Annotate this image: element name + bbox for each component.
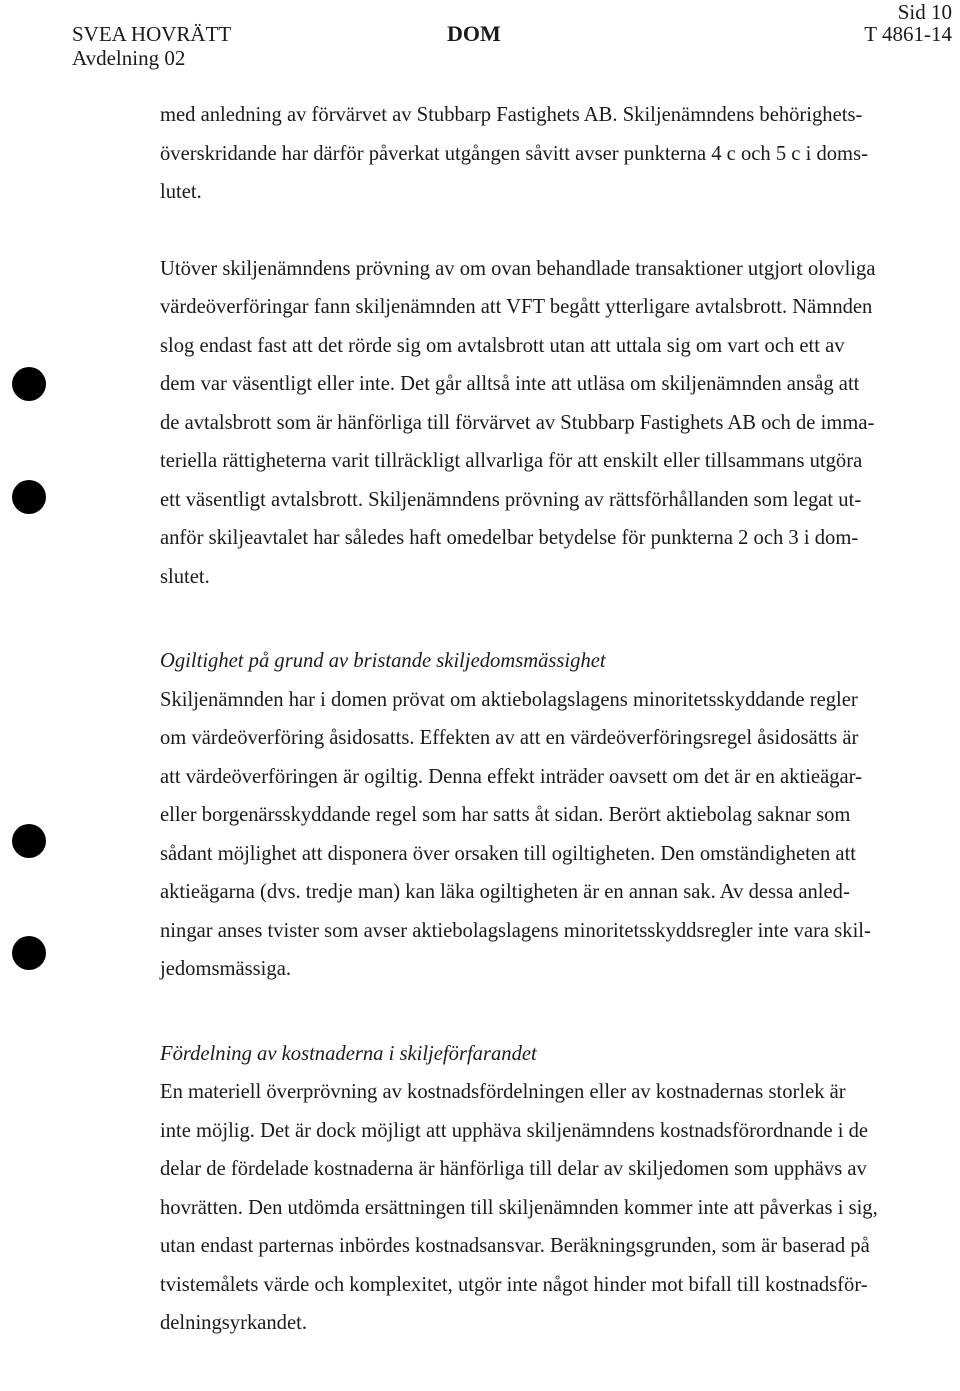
text-line: överskridande har därför påverkat utgången såvitt avser punkterna 4 c och 5 c i doms- [160,142,868,165]
text-line: aktieägarna (dvs. tredje man) kan läka ogiltigheten är en annan sak. Av dessa anled- [160,881,850,903]
text-line: de avtalsbrott som är hänförliga till förvärvet av Stubbarp Fastighets AB och de imma- [160,411,875,434]
paragraph [160,250,932,597]
document-body [160,96,932,1343]
text-line: Skiljenämnden har i domen prövat om aktiebolagslagens minoritetsskyddande regler [160,688,858,711]
punch-hole-icon [12,480,46,514]
text-line: utan endast parternas inbördes kostnadsansvar. Beräkningsgrunden, som är baserad på [160,1235,870,1257]
page-number: Sid 10 [897,0,952,24]
text-line: anför skiljeavtalet har således haft omedelbar betydelse för punkterna 2 och 3 i dom- [160,527,859,549]
text-line: Utöver skiljenämndens prövning av om ovan behandlade transaktioner utgjort olovliga [160,257,876,280]
text-line: att värdeöverföringen är ogiltig. Denna effekt inträder oavsett om det är en aktieägar- [160,765,862,788]
text-line: hovrätten. Den utdömda ersättningen till skiljenämnden kommer inte att påverkas i sig, [160,1196,878,1219]
text-line: jedomsmässiga. [160,958,291,980]
text-line: delningsyrkandet. [160,1312,307,1334]
text-line: tvistemålets värde och komplexitet, utgör inte något hinder mot bifall till kostnadsför- [160,1273,868,1296]
text-line: lutet. [160,181,202,203]
text-line: med anledning av förvärvet av Stubbarp Fastighets AB. Skiljenämndens behörighets- [160,104,863,126]
department: Avdelning 02 [72,46,186,70]
court-name: SVEA HOVRÄTT [72,22,232,46]
section-heading: Fördelning av kostnaderna i skiljeförfarandet [160,1042,537,1065]
text-line: ningar anses tvister som avser aktiebolagslagens minoritetsskyddsregler inte vara skil- [160,919,871,942]
paragraph [160,96,932,212]
text-line: delar de fördelade kostnaderna är hänförliga till delar av skiljedomen som upphävs av [160,1158,867,1180]
text-line: värdeöverföringar fann skiljenämnden att VFT begått ytterligare avtalsbrott. Nämnden [160,296,873,318]
text-line: teriella rättigheterna varit tillräckligt allvarliga för att enskilt eller tillsammans utgöra [160,450,863,472]
text-line: inte möjlig. Det är dock möjligt att upphäva skiljenämndens kostnadsförordnande i de [160,1119,869,1142]
text-line: sådant möjlighet att disponera över orsaken till ogiltigheten. Den omständigheten att [160,842,857,865]
punch-hole-icon [12,367,46,401]
text-line: eller borgenärsskyddande regel som har satts åt sidan. Berört aktiebolag saknar som [160,804,851,826]
case-number: T 4861-14 [864,22,952,46]
text-line: dem var väsentligt eller inte. Det går alltså inte att utläsa om skiljenämnden ansåg att [160,373,860,395]
text-line: slutet. [160,565,210,588]
text-line: om värdeöverföring åsidosatts. Effekten av att en värdeöverföringsregel åsidosätts är [160,727,859,749]
section [160,1035,932,1343]
text-line: slog endast fast att det rörde sig om avtalsbrott utan att uttala sig om vart och ett av [160,334,845,357]
document-type: DOM [447,21,501,46]
punch-hole-icon [12,824,46,858]
section-heading: Ogiltighet på grund av bristande skiljedomsmässighet [160,650,606,672]
punch-hole-icon [12,936,46,970]
section [160,642,932,989]
text-line: En materiell överprövning av kostnadsfördelningen eller av kostnadernas storlek är [160,1081,846,1103]
text-line: ett väsentligt avtalsbrott. Skiljenämndens prövning av rättsförhållanden som legat ut- [160,488,862,511]
